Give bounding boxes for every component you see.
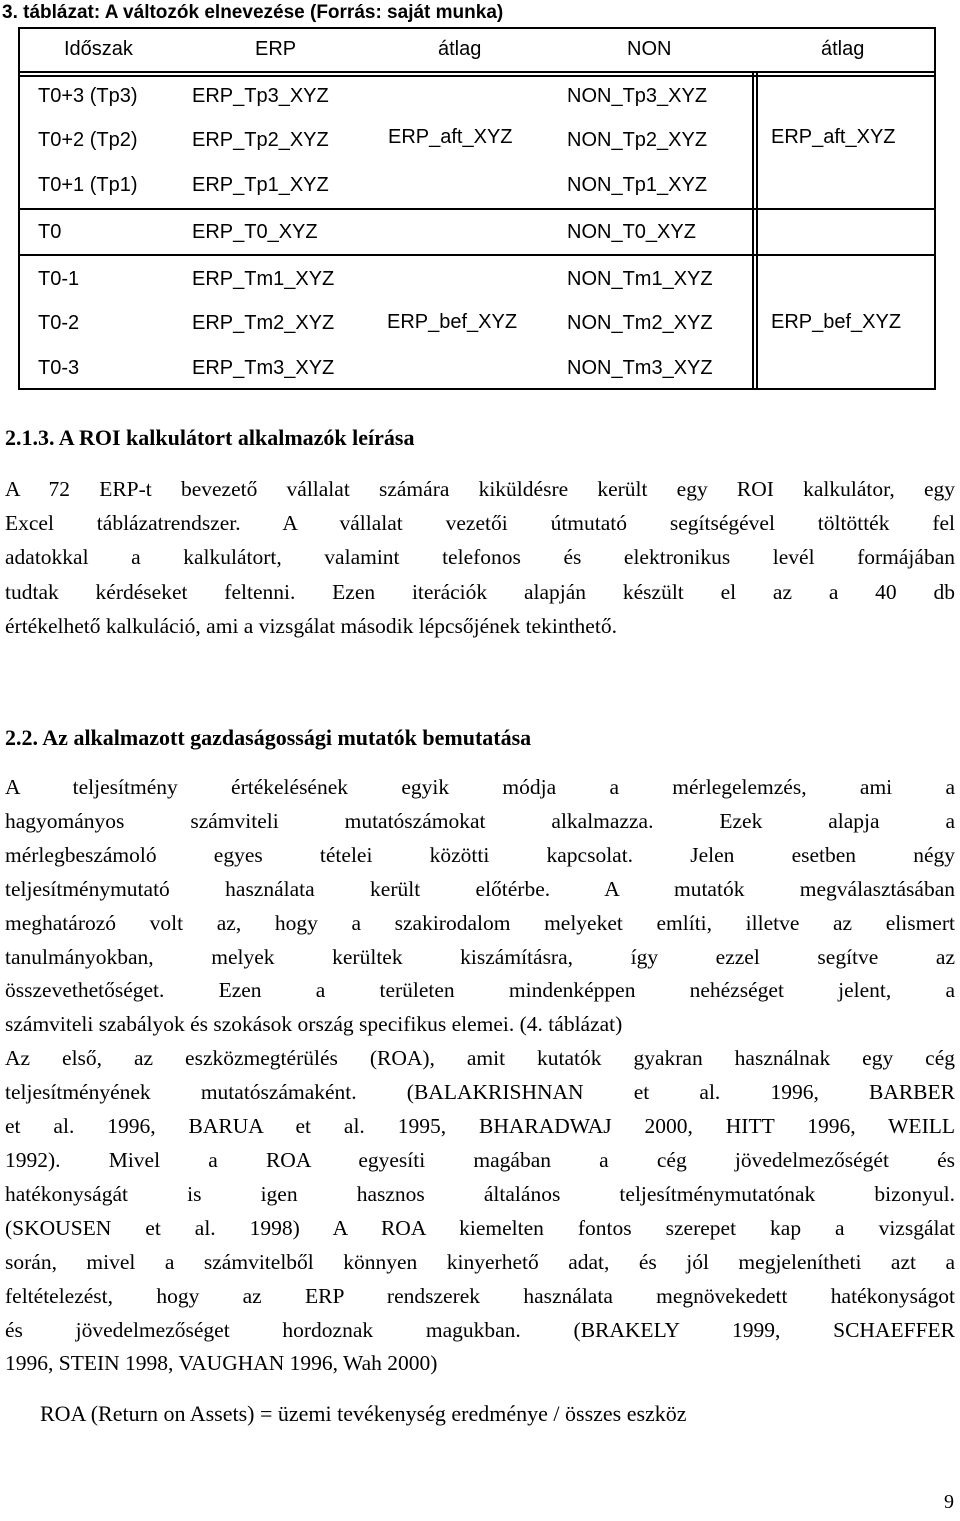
header-erp: ERP — [255, 38, 297, 60]
row-non: NON_Tp1_XYZ — [567, 174, 708, 196]
row-non: NON_T0_XYZ — [567, 221, 696, 243]
text-line: meghatározó volt az, hogy a szakirodalom melyeket említi, illetve az elismert — [5, 910, 955, 935]
row-erp: ERP_Tp1_XYZ — [192, 174, 329, 196]
non-after-average: ERP_aft_XYZ — [771, 126, 896, 148]
row-period: T0-3 — [38, 357, 80, 379]
text-line: és jövedelmezőséget hordoznak magukban. (BRAKELY 1999, SCHAEFFER — [5, 1317, 955, 1342]
text-line: tanulmányokban, melyek kerültek kiszámításra, így ezzel segítve az — [5, 944, 955, 969]
table-caption: 3. táblázat: A változók elnevezése (Forrás: saját munka) — [2, 2, 504, 23]
page-number: 9 — [944, 1491, 954, 1513]
paragraph-indicators — [5, 771, 955, 1381]
row-non: NON_Tp2_XYZ — [567, 129, 708, 151]
text-line: Az első, az eszközmegtérülés (ROA), amit kutatók gyakran használnak egy cég — [5, 1046, 955, 1071]
row-erp: ERP_T0_XYZ — [192, 221, 318, 243]
row-period: T0+1 (Tp1) — [38, 174, 138, 196]
row-erp: ERP_Tm2_XYZ — [192, 312, 335, 334]
text-line: feltételezést, hogy az ERP rendszerek használata megnövekedett hatékonyságot — [5, 1283, 955, 1308]
row-period: T0-1 — [38, 268, 80, 290]
row-erp: ERP_Tp2_XYZ — [192, 129, 329, 151]
text-line: A 72 ERP-t bevezető vállalat számára kiküldésre került egy ROI kalkulátor, egy — [5, 477, 955, 501]
row-erp: ERP_Tm1_XYZ — [192, 268, 335, 290]
text-line: hatékonyságát is igen hasznos általános teljesítménymutatónak bizonyul. — [5, 1181, 955, 1206]
row-erp: ERP_Tm3_XYZ — [192, 357, 335, 379]
text-line: során, mivel a számvitelből könnyen kinyerhető adat, és jól megjelenítheti azt a — [5, 1249, 955, 1274]
row-period: T0-2 — [38, 312, 80, 334]
text-line: tudtak kérdéseket feltenni. Ezen iterációk alapján készült el az a 40 db — [5, 579, 955, 604]
text-line: (SKOUSEN et al. 1998) A ROA kiemelten fontos szerepet kap a vizsgálat — [5, 1215, 955, 1240]
row-non: NON_Tm1_XYZ — [567, 268, 713, 290]
row-period: T0 — [38, 221, 62, 243]
header-period: Időszak — [64, 38, 133, 60]
text-line: mérlegbeszámoló egyes tételei közötti kapcsolat. Jelen esetben négy — [5, 842, 955, 867]
header-non-avg: átlag — [821, 38, 865, 60]
text-line: teljesítménymutató használata került előtérbe. A mutatók megválasztásában — [5, 876, 955, 901]
text-line: hagyományos számviteli mutatószámokat alkalmazza. Ezek alapja a — [5, 808, 955, 833]
roa-formula: ROA (Return on Assets) = üzemi tevékenység eredménye / összes eszköz — [40, 1401, 687, 1426]
text-line: összevethetőséget. Ezen a területen mindenképpen nehézséget jelent, a — [5, 978, 955, 1003]
header-erp-avg: átlag — [438, 38, 482, 60]
text-line: A teljesítmény értékelésének egyik módja a mérlegelemzés, ami a — [5, 775, 955, 799]
section-heading-indicators: 2.2. Az alkalmazott gazdaságossági mutatók bemutatása — [5, 725, 532, 750]
row-non: NON_Tp3_XYZ — [567, 85, 708, 107]
row-period: T0+3 (Tp3) — [38, 85, 138, 107]
table-grid — [18, 27, 936, 390]
text-line: adatokkal a kalkulátort, valamint telefonos és elektronikus levél formájában — [5, 545, 955, 570]
erp-after-average: ERP_aft_XYZ — [388, 126, 513, 148]
text-line: számviteli szabályok és szokások ország specifikus elemei. (4. táblázat) — [5, 1012, 623, 1037]
text-line: et al. 1996, BARUA et al. 1995, BHARADWAJ 2000, HITT 1996, WEILL — [5, 1114, 955, 1139]
row-non: NON_Tm2_XYZ — [567, 312, 713, 334]
row-period: T0+2 (Tp2) — [38, 129, 138, 151]
section-heading-roi: 2.1.3. A ROI kalkulátort alkalmazók leírása — [5, 425, 415, 450]
text-line: teljesítményének mutatószámaként. (BALAKRISHNAN et al. 1996, BARBER — [5, 1080, 955, 1105]
header-non: NON — [627, 38, 672, 60]
paragraph-roi — [5, 472, 955, 643]
variable-naming-table — [18, 27, 936, 390]
text-line: 1992). Mivel a ROA egyesíti magában a cég jövedelmezőségét és — [5, 1147, 955, 1172]
text-line: értékelhető kalkuláció, ami a vizsgálat második lépcsőjének tekinthető. — [5, 613, 617, 638]
row-erp: ERP_Tp3_XYZ — [192, 85, 329, 107]
text-line: 1996, STEIN 1998, VAUGHAN 1996, Wah 2000) — [5, 1351, 438, 1376]
erp-before-average: ERP_bef_XYZ — [387, 311, 518, 333]
row-non: NON_Tm3_XYZ — [567, 357, 713, 379]
text-line: Excel táblázatrendszer. A vállalat vezetői útmutató segítségével töltötték fel — [5, 511, 955, 536]
non-before-average: ERP_bef_XYZ — [771, 311, 902, 333]
